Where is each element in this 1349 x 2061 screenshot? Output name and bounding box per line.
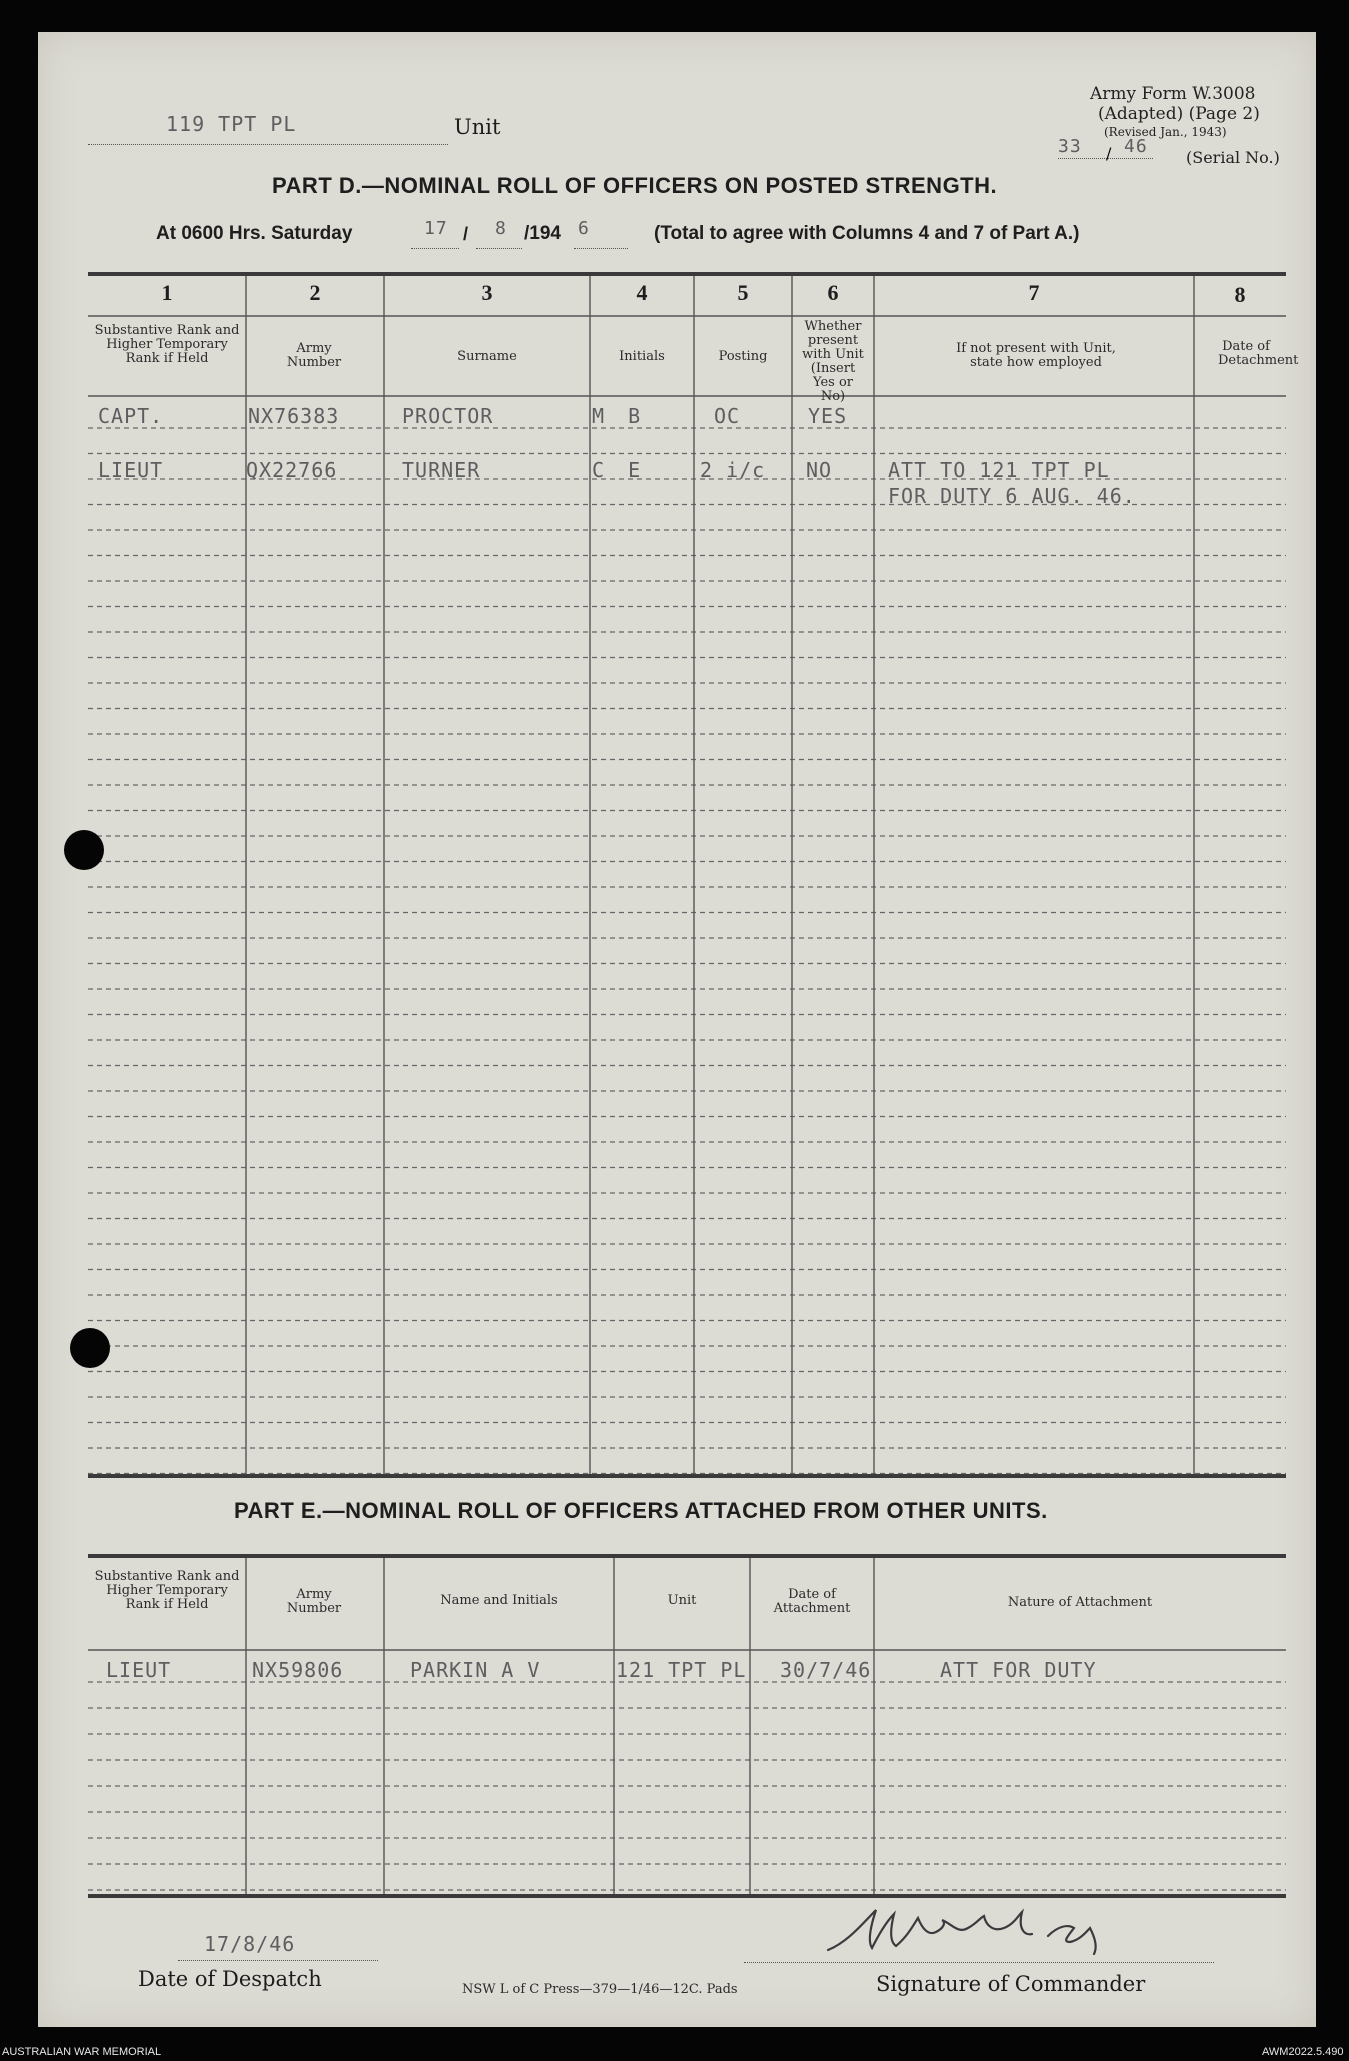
part-e-top-rule [88,1554,1286,1558]
col-num-3: 3 [481,280,493,305]
unit-value: 119 TPT PL [166,112,297,136]
e-row1-number: NX59806 [252,1658,344,1682]
col-num-6: 6 [827,280,839,305]
serial-number-b: 46 [1124,136,1148,157]
e-col-header-name: Name and Initials [440,1593,558,1608]
row1-present: YES [808,404,848,428]
row1-surname: PROCTOR [402,404,494,428]
serial-number-a: 33 [1058,136,1082,157]
form-page [38,32,1316,2027]
e-col-header-rank: Substantive Rank and Higher Temporary Rank if Held [94,1569,240,1612]
col-num-8: 8 [1234,282,1246,307]
part-e-title: PART E.—NOMINAL ROLL OF OFFICERS ATTACHED FROM OTHER UNITS. [234,1498,1048,1523]
row1-rank: CAPT. [98,404,164,428]
col-header-employed: If not present with Unit, state how employed [956,341,1116,370]
year-prefix: /194 [524,223,561,244]
e-col-header-unit: Unit [667,1593,697,1608]
e-row1-rank: LIEUT [106,1658,172,1682]
col-num-5: 5 [737,280,749,305]
unit-label: Unit [454,115,501,139]
row1-initials: M B [592,404,647,428]
e-row1-date: 30/7/46 [780,1658,872,1682]
row1-posting: OC [714,404,741,428]
e-row1-nature: ATT FOR DUTY [940,1658,1097,1682]
row2-rank: LIEUT [98,458,164,482]
row2-present: NO [806,458,833,482]
e-col-header-nature: Nature of Attachment [1007,1595,1153,1610]
despatch-date: 17/8/46 [204,1932,296,1956]
col-header-surname: Surname [457,349,517,364]
e-col-header-army-number: Army Number [286,1587,342,1616]
archive-accession: AWM2022.5.490 [1262,2046,1344,2058]
day-value: 17 [424,218,448,239]
punch-hole-bottom [70,1328,110,1368]
row2-employed-line2: FOR DUTY 6 AUG. 46. [888,484,1136,508]
row1-number: NX76383 [248,404,340,428]
e-col-header-date: Date of Attachment [773,1587,851,1616]
signature-label: Signature of Commander [876,1972,1146,1996]
col-header-army-number: Army Number [286,341,342,370]
serial-label: (Serial No.) [1186,148,1280,167]
col-header-detachment: Date of Detachment [1218,339,1299,368]
despatch-label: Date of Despatch [138,1967,322,1991]
row2-number: QX22766 [246,458,338,482]
year-suffix: 6 [578,218,590,239]
archive-credit: AUSTRALIAN WAR MEMORIAL [2,2046,162,2058]
commander-signature [818,1902,1138,1962]
form-revised: (Revised Jan., 1943) [1104,125,1227,139]
part-d-title: PART D.—NOMINAL ROLL OF OFFICERS ON POSTED STRENGTH. [272,173,998,198]
col-num-7: 7 [1028,280,1040,305]
total-note: (Total to agree with Columns 4 and 7 of Part A.) [654,223,1080,244]
date-slash-1: / [463,224,469,244]
row2-surname: TURNER [402,458,481,482]
col-num-4: 4 [636,280,648,305]
punch-hole-top [64,830,104,870]
col-num-1: 1 [161,280,173,305]
form-adapted: (Adapted) (Page 2) [1098,104,1260,124]
row2-posting: 2 i/c [700,458,766,482]
row2-initials: C E [592,458,647,482]
form-number: Army Form W.3008 [1090,84,1256,104]
e-row1-unit: 121 TPT PL [616,1658,747,1682]
month-value: 8 [495,218,507,239]
printer-imprint: NSW L of C Press—379—1/46—12C. Pads [462,1982,738,1997]
col-header-posting: Posting [718,349,768,364]
date-label: At 0600 Hrs. Saturday [156,223,353,244]
e-row1-name: PARKIN A V [410,1658,541,1682]
col-header-initials: Initials [619,349,665,364]
serial-slash: / [1106,144,1112,163]
col-header-present: Whether present with Unit (Insert Yes or No) [802,319,864,404]
col-header-rank: Substantive Rank and Higher Temporary Rank if Held [94,323,240,366]
part-e-bottom-rule [88,1894,1286,1898]
col-num-2: 2 [309,280,321,305]
row2-employed-line1: ATT TO 121 TPT PL [888,458,1110,482]
